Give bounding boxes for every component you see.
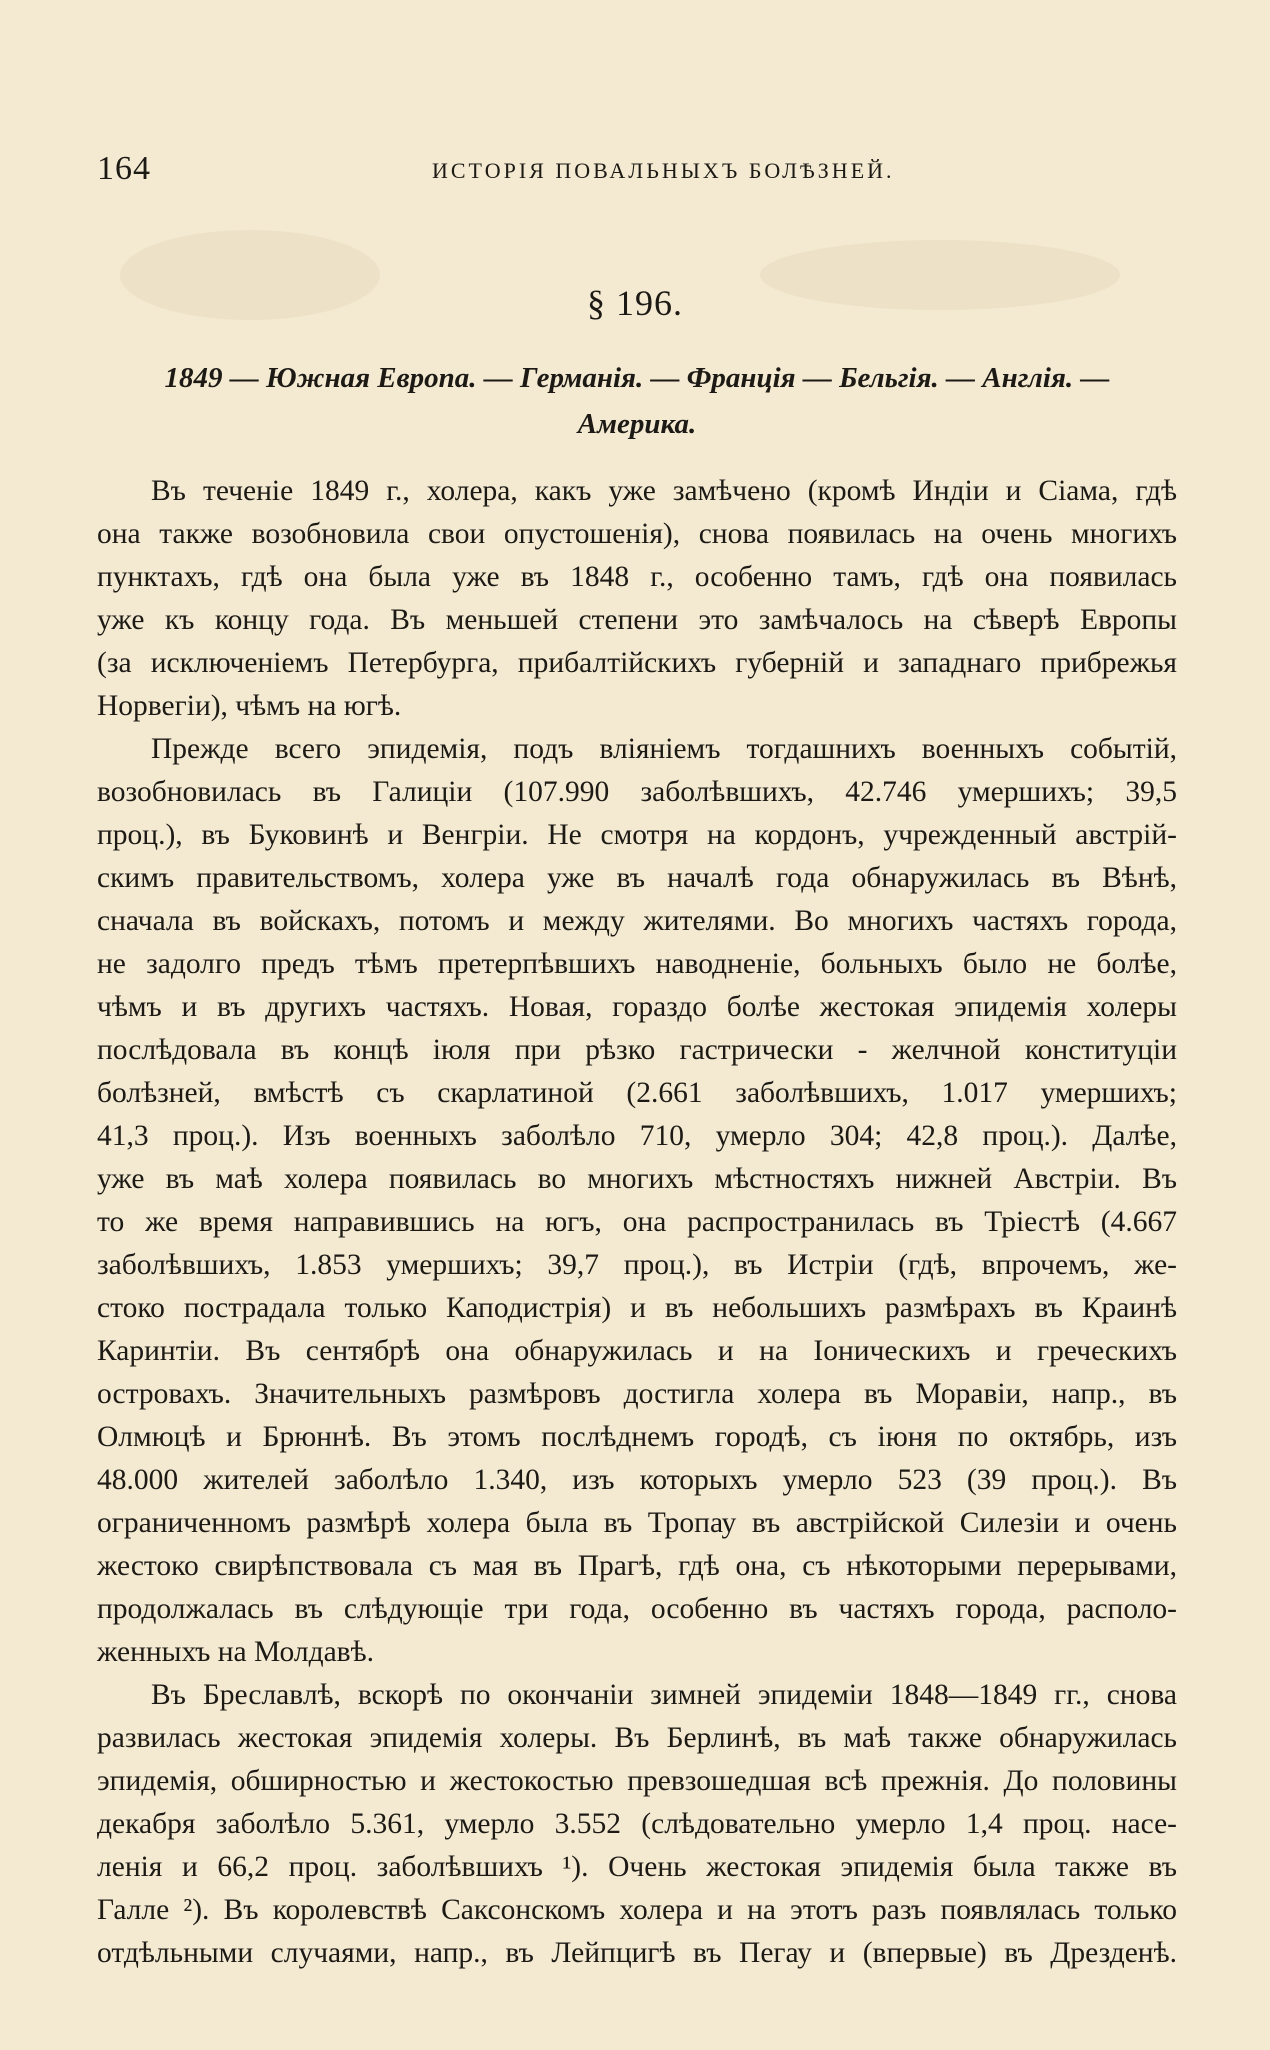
subtitle-line: 1849 — Южная Европа. — Германія. — Франція — Бельгія. — Англія. — xyxy=(164,362,1110,394)
text-line: послѣдовала въ концѣ іюля при рѣзко гастрически - желчной конституціи xyxy=(97,1034,1177,1066)
text-line: Каринтіи. Въ сентябрѣ она обнаружилась и на Іоническихъ и греческихъ xyxy=(97,1335,1177,1367)
page-number: 164 xyxy=(97,150,151,187)
body-text xyxy=(97,470,1177,1975)
text-line: проц.), въ Буковинѣ и Венгріи. Не смотря на кордонъ, учрежденный австрій- xyxy=(97,819,1177,851)
text-line: Въ теченіе 1849 г., холера, какъ уже замѣчено (кромѣ Индіи и Сіама, гдѣ xyxy=(151,475,1177,507)
text-line: ограниченномъ размѣрѣ холера была въ Тропау въ австрійской Силезіи и очень xyxy=(97,1507,1177,1539)
text-line: Въ Бреславлѣ, вскорѣ по окончаніи зимней эпидеміи 1848—1849 гг., снова xyxy=(151,1679,1177,1711)
paragraph xyxy=(97,470,1177,728)
text-line: островахъ. Значительныхъ размѣровъ достигла холера въ Моравіи, напр., въ xyxy=(97,1378,1177,1410)
text-line: Прежде всего эпидемія, подъ вліяніемъ тогдашнихъ военныхъ событій, xyxy=(151,733,1177,765)
text-line: Олмюцѣ и Брюннѣ. Въ этомъ послѣднемъ городѣ, съ іюня по октябрь, изъ xyxy=(97,1421,1177,1453)
running-head: ИСТОРІЯ ПОВАЛЬНЫХЪ БОЛѢЗНЕЙ. xyxy=(432,158,895,183)
text-line: 41,3 проц.). Изъ военныхъ заболѣло 710, умерло 304; 42,8 проц.). Далѣе, xyxy=(97,1120,1177,1152)
text-line: возобновилась въ Галиціи (107.990 заболѣвшихъ, 42.746 умершихъ; 39,5 xyxy=(97,776,1177,808)
text-line: Норвегіи), чѣмъ на югѣ. xyxy=(97,690,402,722)
text-line: стоко пострадала только Каподистрія) и въ небольшихъ размѣрахъ въ Краинѣ xyxy=(97,1292,1177,1324)
text-line: сначала въ войскахъ, потомъ и между жителями. Во многихъ частяхъ города, xyxy=(97,905,1177,937)
text-line: чѣмъ и въ другихъ частяхъ. Новая, гораздо болѣе жестокая эпидемія холеры xyxy=(97,991,1177,1023)
text-line: продолжалась въ слѣдующіе три года, особенно въ частяхъ города, располо- xyxy=(97,1593,1177,1625)
text-line: ленія и 66,2 проц. заболѣвшихъ ¹). Очень жестокая эпидемія была также въ xyxy=(97,1851,1177,1883)
text-line: пунктахъ, гдѣ она была уже въ 1848 г., особенно тамъ, гдѣ она появилась xyxy=(97,561,1177,593)
text-line: развилась жестокая эпидемія холеры. Въ Берлинѣ, въ маѣ также обнаружилась xyxy=(97,1722,1177,1754)
text-line: уже къ концу года. Въ меньшей степени это замѣчалось на сѣверѣ Европы xyxy=(97,604,1177,636)
text-line: (за исключеніемъ Петербурга, прибалтійскихъ губерній и западнаго прибрежья xyxy=(97,647,1177,679)
text-line: она также возобновила свои опустошенія), снова появилась на очень многихъ xyxy=(97,518,1177,550)
text-line: декабря заболѣло 5.361, умерло 3.552 (слѣдовательно умерло 1,4 проц. насе- xyxy=(97,1808,1177,1840)
text-line: жестоко свирѣпствовала съ мая въ Прагѣ, гдѣ она, съ нѣкоторыми перерывами, xyxy=(97,1550,1177,1582)
subtitle-line: Америка. xyxy=(577,408,697,440)
text-line: не задолго предъ тѣмъ претерпѣвшихъ наводненіе, больныхъ было не болѣе, xyxy=(97,948,1177,980)
paragraph xyxy=(97,728,1177,1674)
section-subtitle xyxy=(97,355,1177,447)
text-line: уже въ маѣ холера появилась во многихъ мѣстностяхъ нижней Австріи. Въ xyxy=(97,1163,1177,1195)
text-line: заболѣвшихъ, 1.853 умершихъ; 39,7 проц.), въ Истріи (гдѣ, впрочемъ, же- xyxy=(97,1249,1177,1281)
text-line: Галле ²). Въ королевствѣ Саксонскомъ холера и на этотъ разъ появлялась только xyxy=(97,1894,1177,1926)
text-line: эпидемія, обширностью и жестокостью превзошедшая всѣ прежнія. До половины xyxy=(97,1765,1177,1797)
page-header xyxy=(97,150,1170,190)
text-line: женныхъ на Молдавѣ. xyxy=(97,1636,374,1668)
text-line: 48.000 жителей заболѣло 1.340, изъ которыхъ умерло 523 (39 проц.). Въ xyxy=(97,1464,1177,1496)
text-line: отдѣльными случаями, напр., въ Лейпцигѣ въ Пегау и (впервые) въ Дрезденѣ. xyxy=(97,1937,1177,1969)
text-line: болѣзней, вмѣстѣ съ скарлатиной (2.661 заболѣвшихъ, 1.017 умершихъ; xyxy=(97,1077,1177,1109)
text-line: то же время направившись на югъ, она распространилась въ Тріестѣ (4.667 xyxy=(97,1206,1177,1238)
section-number: § 196. xyxy=(587,283,683,323)
paragraph xyxy=(97,1674,1177,1975)
text-line: скимъ правительствомъ, холера уже въ началѣ года обнаружилась въ Вѣнѣ, xyxy=(97,862,1177,894)
